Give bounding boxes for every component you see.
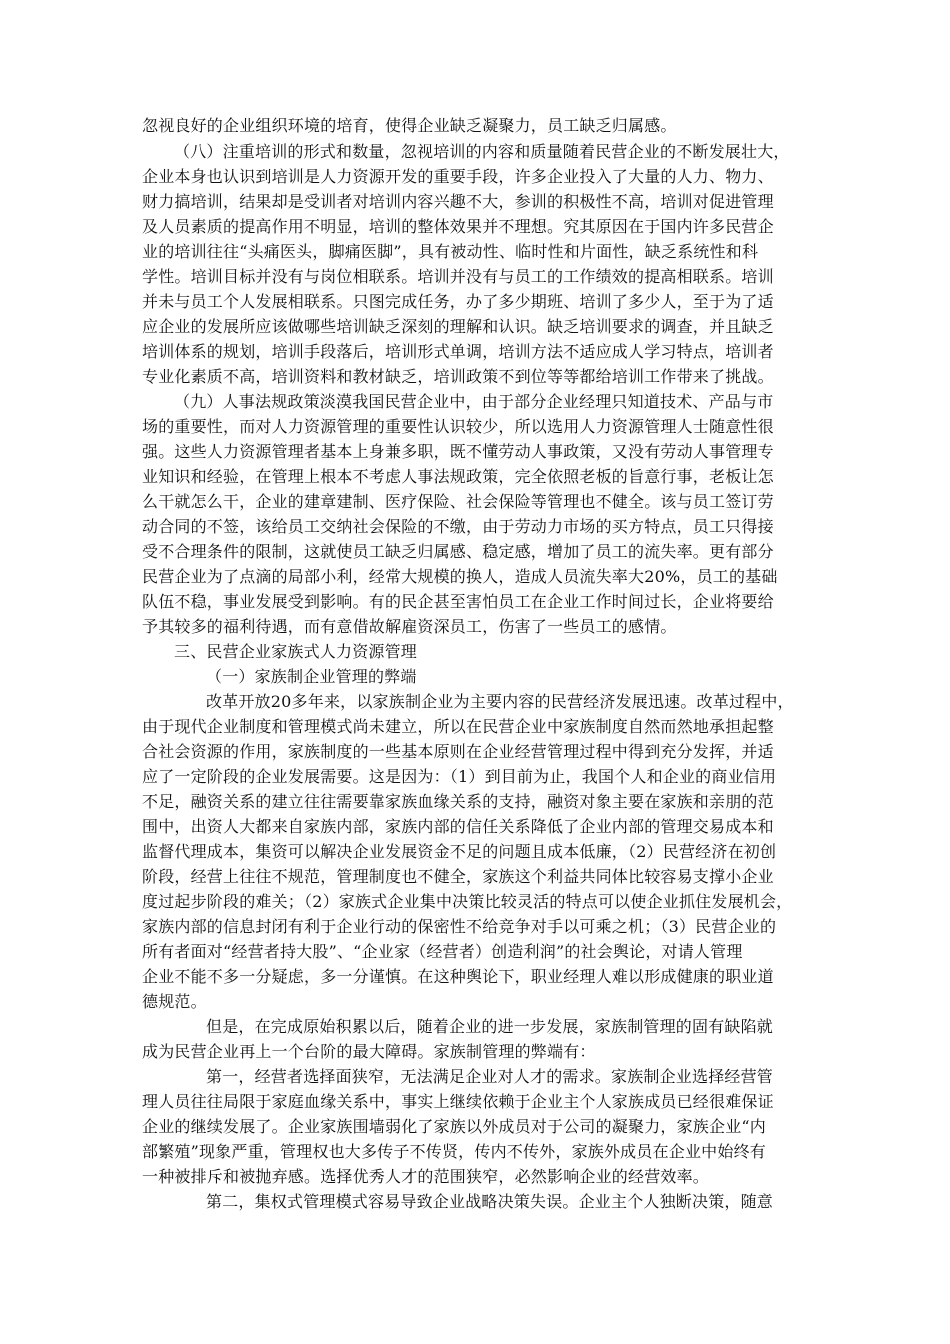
body-text-line: 企业的继续发展了。企业家族围墙弱化了家族以外成员对于公司的凝聚力，家族企业“内: [142, 1117, 766, 1136]
body-text-line: 由于现代企业制度和管理模式尚未建立，所以在民营企业中家族制度自然而然地承担起整: [142, 717, 774, 736]
body-text-line: 企业不能不多一分疑虑，多一分谨慎。在这种舆论下，职业经理人难以形成健康的职业道: [142, 967, 774, 986]
body-text-line: 度过起步阶段的难关；（2）家族式企业集中决策比较灵活的特点可以使企业抓住发展机会，: [142, 892, 793, 911]
body-text-line: 不足，融资关系的建立往往需要靠家族血缘关系的支持，融资对象主要在家族和亲朋的范: [142, 792, 774, 811]
body-text-line: 并未与员工个人发展相联系。只图完成任务，办了多少期班、培训了多少人，至于为了适: [142, 292, 774, 311]
body-text-line: 培训体系的规划，培训手段落后，培训形式单调，培训方法不适应成人学习特点，培训者: [142, 342, 774, 361]
body-text-line: 第二，集权式管理模式容易导致企业战略决策失误。企业主个人独断决策，随意: [206, 1192, 774, 1211]
body-text-line: 成为民营企业再上一个台阶的最大障碍。家族制管理的弊端有：: [142, 1042, 596, 1061]
body-text-line: 忽视良好的企业组织环境的培育，使得企业缺乏凝聚力，员工缺乏归属感。: [142, 116, 677, 135]
body-text-line: 合社会资源的作用，家族制度的一些基本原则在企业经营管理过程中得到充分发挥，并适: [142, 742, 774, 761]
body-text-line: 专业化素质不高，培训资料和教材缺乏，培训政策不到位等等都给培训工作带来了挑战。: [142, 367, 774, 386]
body-text-line: 阶段，经营上往往不规范，管理制度也不健全，家族这个利益共同体比较容易支撑小企业: [142, 867, 774, 886]
body-text-line: 动合同的不签，该给员工交纳社会保险的不缴，由于劳动力市场的买方特点，员工只得接: [142, 517, 774, 536]
body-text-line: 受不合理条件的限制，这就使员工缺乏归属感、稳定感，增加了员工的流失率。更有部分: [142, 542, 774, 561]
section-heading-line: （九）人事法规政策淡漠我国民营企业中，由于部分企业经理只知道技术、产品与市: [174, 392, 774, 411]
body-text-line: 应企业的发展所应该做哪些培训缺乏深刻的理解和认识。缺乏培训要求的调查，并且缺乏: [142, 317, 774, 336]
body-text-line: 学性。培训目标并没有与岗位相联系。培训并没有与员工的工作绩效的提高相联系。培训: [142, 267, 774, 286]
body-text-line: 财力搞培训，结果却是受训者对培训内容兴趣不大，参训的积极性不高，培训对促进管理: [142, 192, 774, 211]
body-text-line: 改革开放20多年来，以家族制企业为主要内容的民营经济发展迅速。改革过程中，: [206, 692, 794, 711]
body-text-line: 业知识和经验，在管理上根本不考虑人事法规政策，完全依照老板的旨意行事，老板让怎: [142, 467, 774, 486]
body-text-line: 所有者面对“经营者持大股”、“企业家（经营者）创造利润”的社会舆论，对请人管理: [142, 942, 743, 961]
body-text-line: 场的重要性，而对人力资源管理的重要性认识较少，所以选用人力资源管理人士随意性很: [142, 417, 774, 436]
body-text-line: 部繁殖”现象严重，管理权也大多传子不传贤，传内不传外，家族外成员在企业中始终有: [142, 1142, 766, 1161]
chapter-heading: 三、民营企业家族式人力资源管理: [174, 642, 418, 661]
body-text-line: 德规范。: [142, 992, 207, 1011]
body-text-line: 理人员往往局限于家庭血缘关系中，事实上继续依赖于企业主个人家族成员已经很难保证: [142, 1092, 774, 1111]
body-text-line: 业的培训往往“头痛医头，脚痛医脚”，具有被动性、临时性和片面性，缺乏系统性和科: [142, 242, 759, 261]
body-text-line: 企业本身也认识到培训是人力资源开发的重要手段，许多企业投入了大量的人力、物力、: [142, 167, 774, 186]
body-text-line: 应了一定阶段的企业发展需要。这是因为：（1）到目前为止，我国个人和企业的商业信用: [142, 767, 777, 786]
body-text-line: 家族内部的信息封闭有利于企业行动的保密性不给竞争对手以可乘之机；（3）民营企业的: [142, 917, 777, 936]
body-text-line: 一种被排斥和被抛弃感。选择优秀人才的范围狭窄，必然影响企业的经营效率。: [142, 1167, 710, 1186]
body-text-line: 围中，出资人大都来自家族内部，家族内部的信任关系降低了企业内部的管理交易成本和: [142, 817, 774, 836]
body-text-line: 予其较多的福利待遇，而有意借故解雇资深员工，伤害了一些员工的感情。: [142, 617, 677, 636]
body-text-line: 么干就怎么干，企业的建章建制、医疗保险、社会保险等管理也不健全。该与员工签订劳: [142, 492, 774, 511]
body-text-line: 民营企业为了点滴的局部小利，经常大规模的换人，造成人员流失率大20%，员工的基础: [142, 567, 778, 586]
body-text-line: 第一，经营者选择面狭窄，无法满足企业对人才的需求。家族制企业选择经营管: [206, 1067, 774, 1086]
body-text-line: 强。这些人力资源管理者基本上身兼多职，既不懂劳动人事政策，又没有劳动人事管理专: [142, 442, 774, 461]
body-text-line: 但是，在完成原始积累以后，随着企业的进一步发展，家族制管理的固有缺陷就: [206, 1017, 774, 1036]
body-text-line: 队伍不稳，事业发展受到影响。有的民企甚至害怕员工在企业工作时间过长，企业将要给: [142, 592, 774, 611]
section-heading-line: （八）注重培训的形式和数量，忽视培训的内容和质量随着民营企业的不断发展壮大，: [174, 142, 790, 161]
body-text-line: 监督代理成本，集资可以解决企业发展资金不足的问题且成本低廉，（2）民营经济在初创: [142, 842, 777, 861]
body-text-line: 及人员素质的提高作用不明显，培训的整体效果并不理想。究其原因在于国内许多民营企: [142, 217, 774, 236]
subsection-heading: （一）家族制企业管理的弊端: [206, 667, 417, 686]
